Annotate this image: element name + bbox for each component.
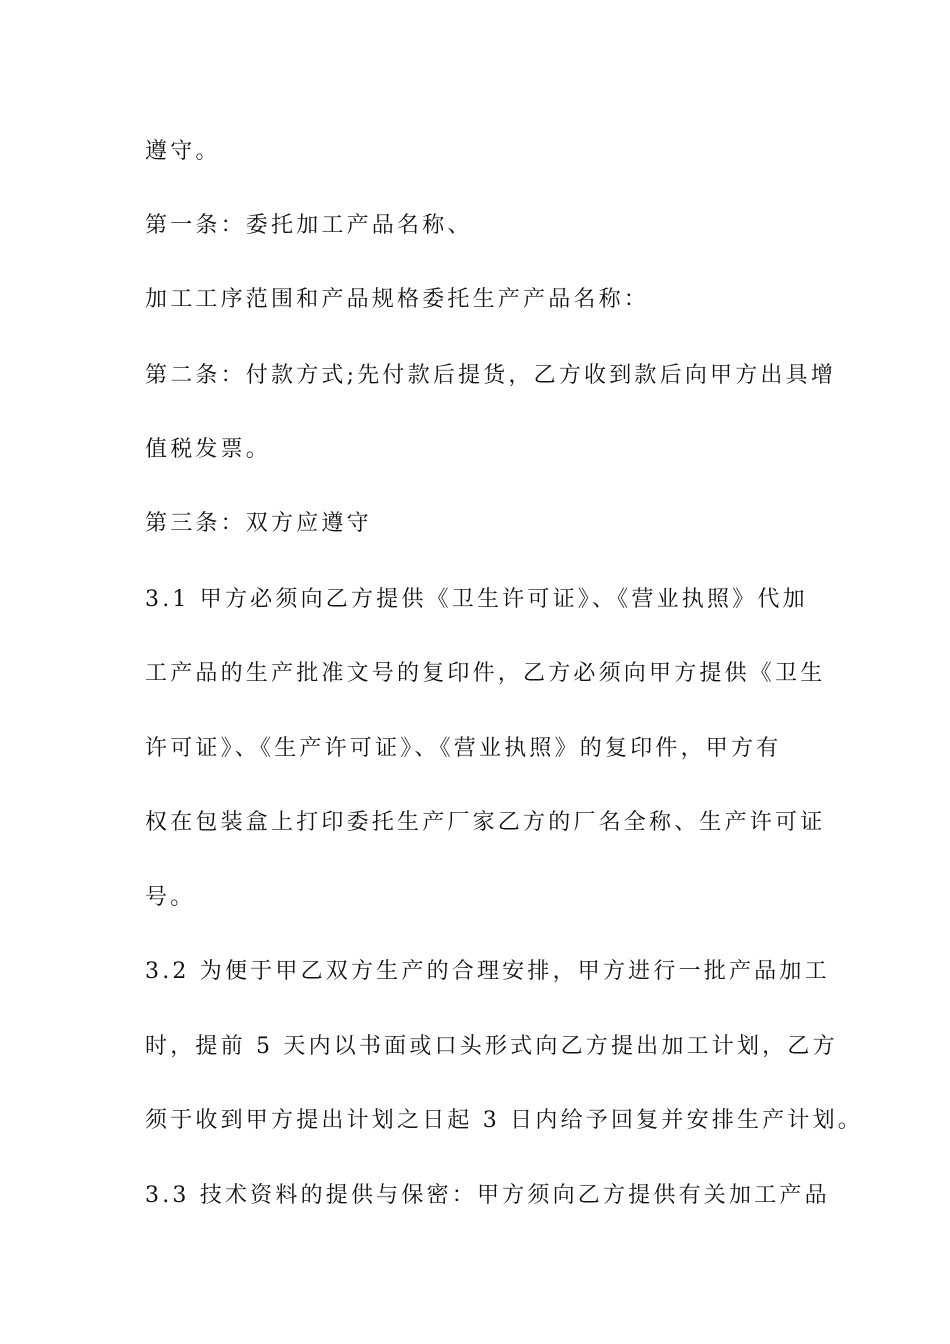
text-line-7: 3.1 甲方必须向乙方提供《卫生许可证》、《营业执照》代加: [145, 587, 808, 612]
text-line-14: 须于收到甲方提出计划之日起 3 日内给予回复并安排生产计划。: [145, 1108, 863, 1133]
text-line-10: 权在包装盒上打印委托生产厂家乙方的厂名全称、生产许可证: [145, 810, 826, 835]
text-line-9: 许可证》、《生产许可证》、《营业执照》的复印件，甲方有: [145, 736, 782, 761]
text-line-15: 3.3 技术资料的提供与保密：甲方须向乙方提供有关加工产品: [145, 1183, 830, 1208]
text-line-12: 3.2 为便于甲乙双方生产的合理安排，甲方进行一批产品加工: [145, 959, 830, 984]
text-line-5: 值税发票。: [145, 437, 272, 462]
text-line-2: 第一条：委托加工产品名称、: [145, 213, 473, 238]
text-line-1: 遵守。: [145, 139, 221, 164]
text-line-6: 第三条：双方应遵守: [145, 511, 372, 536]
text-line-3: 加工工序范围和产品规格委托生产产品名称：: [145, 287, 650, 312]
text-line-11: 号。: [145, 885, 196, 910]
text-line-8: 工产品的生产批准文号的复印件，乙方必须向甲方提供《卫生: [145, 661, 826, 686]
text-line-4: 第二条：付款方式;先付款后提货，乙方收到款后向甲方出具增: [145, 363, 837, 388]
text-line-13: 时，提前 5 天内以书面或口头形式向乙方提出加工计划，乙方: [145, 1034, 838, 1059]
